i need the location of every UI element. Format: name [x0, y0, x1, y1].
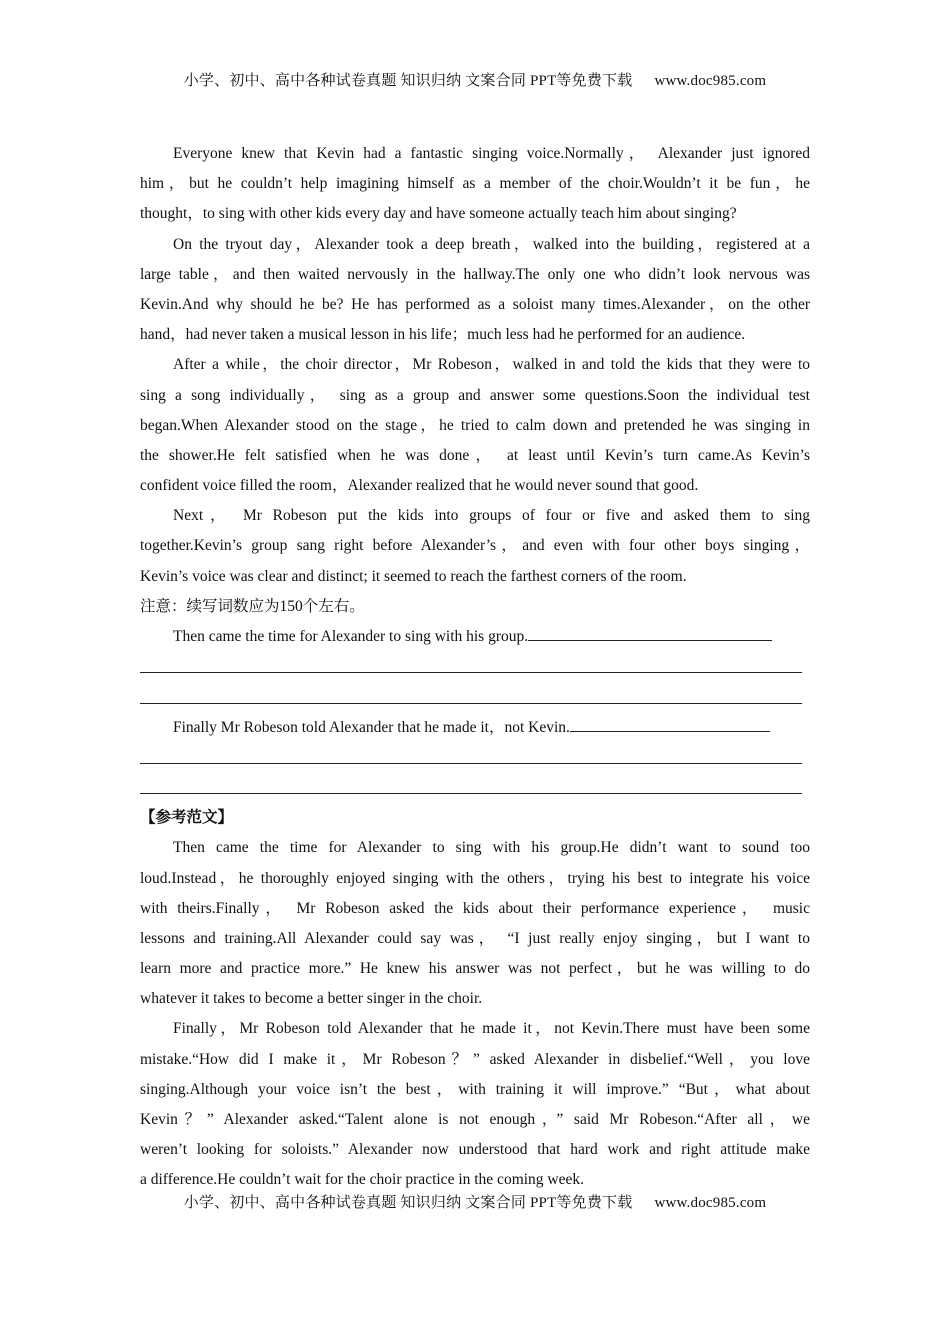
- paragraph-line: large table，and then waited nervously in the hallway.The only one who didn’t look nervous was: [140, 265, 810, 283]
- footer-text: 小学、初中、高中各种试卷真题 知识归纳 文案合同 PPT等免费下载: [183, 1195, 633, 1211]
- reference-heading: 【参考范文】: [140, 809, 234, 827]
- footer-url: www.doc985.com: [654, 1195, 767, 1211]
- paragraph-line: a difference.He couldn’t wait for the choir practice in the coming week.: [140, 1171, 585, 1189]
- paragraph-line: confident voice filled the room，Alexander realized that he would never sound that good.: [140, 477, 699, 495]
- paragraph-line: After a while，the choir director，Mr Robeson，walked in and told the kids that they were to: [173, 356, 810, 374]
- paragraph-line: hand，had never taken a musical lesson in his life；much less had he performed for an audience.: [140, 326, 746, 344]
- paragraph-line: mistake.“How did I make it，Mr Robeson？” asked Alexander in disbelief.“Well，you love: [140, 1050, 810, 1068]
- paragraph-line: lessons and training.All Alexander could say was， “I just really enjoy singing，but I want to: [140, 929, 810, 947]
- paragraph-line: Kevin？” Alexander asked.“Talent alone is not enough，” said Mr Robeson.“After all，we: [140, 1111, 810, 1128]
- paragraph-line: together.Kevin’s group sang right before Alexander’s，and even with four other boys singing，: [140, 537, 810, 555]
- reference-essay: [140, 833, 810, 1195]
- document-body: [140, 139, 810, 1196]
- answer-blank[interactable]: [570, 717, 770, 732]
- paragraph-line: thought，to sing with other kids every day and have someone actually teach him about singing?: [140, 205, 737, 223]
- passage: [140, 139, 810, 592]
- word-count-note: 注意：续写词数应为150个左右。: [140, 597, 365, 615]
- paragraph-line: with theirs.Finally， Mr Robeson asked the kids about their performance experience， music: [140, 899, 810, 917]
- paragraph-line: learn more and practice more.” He knew his answer was not perfect，but he was willing to do: [140, 960, 810, 978]
- paragraph-line: loud.Instead，he thoroughly enjoyed singing with the others，trying his best to integrate his voice: [140, 869, 810, 887]
- paragraph-line: the shower.He felt satisfied when he was done， at least until Kevin’s turn came.As Kevin’s: [140, 446, 810, 464]
- answer-blank[interactable]: [528, 626, 772, 641]
- paragraph-line: Everyone knew that Kevin had a fantastic singing voice.Normally， Alexander just ignored: [173, 145, 810, 162]
- header-url: www.doc985.com: [654, 73, 767, 89]
- answer-line[interactable]: [140, 682, 810, 712]
- paragraph-line: Kevin’s voice was clear and distinct; it seemed to reach the farthest corners of the room.: [140, 567, 687, 585]
- answer-line[interactable]: [140, 652, 810, 682]
- page-footer: [0, 1191, 950, 1212]
- paragraph-line: him，but he couldn’t help imagining himself as a member of the choir.Wouldn’t it be fun，he: [140, 175, 810, 193]
- prompt-2: Finally Mr Robeson told Alexander that he made it，not Kevin.: [140, 713, 810, 743]
- paragraph-line: began.When Alexander stood on the stage，he tried to calm down and pretended he was singing in: [140, 416, 810, 434]
- paragraph-line: Finally，Mr Robeson told Alexander that he made it，not Kevin.There must have been some: [173, 1020, 810, 1038]
- prompt-1: Then came the time for Alexander to sing with his group.: [140, 622, 810, 652]
- paragraph-line: weren’t looking for soloists.” Alexander now understood that hard work and right attitude make: [140, 1141, 810, 1159]
- paragraph-line: singing.Although your voice isn’t the best，with training it will improve.” “But，what about: [140, 1080, 810, 1098]
- paragraph-line: whatever it takes to become a better singer in the choir.: [140, 990, 483, 1008]
- paragraph-line: Then came the time for Alexander to sing with his group.He didn’t want to sound too: [173, 839, 810, 857]
- page-header: [0, 69, 950, 90]
- paragraph-line: sing a song individually， sing as a group and answer some questions.Soon the individual test: [140, 386, 810, 404]
- paragraph-line: On the tryout day，Alexander took a deep breath，walked into the building，registered at a: [173, 235, 810, 253]
- answer-line[interactable]: [140, 773, 810, 803]
- paragraph-line: Kevin.And why should he be? He has performed as a soloist many times.Alexander，on the other: [140, 295, 810, 313]
- header-text: 小学、初中、高中各种试卷真题 知识归纳 文案合同 PPT等免费下载: [183, 73, 633, 89]
- answer-line[interactable]: [140, 743, 810, 773]
- paragraph-line: Next， Mr Robeson put the kids into groups of four or five and asked them to sing: [173, 507, 810, 525]
